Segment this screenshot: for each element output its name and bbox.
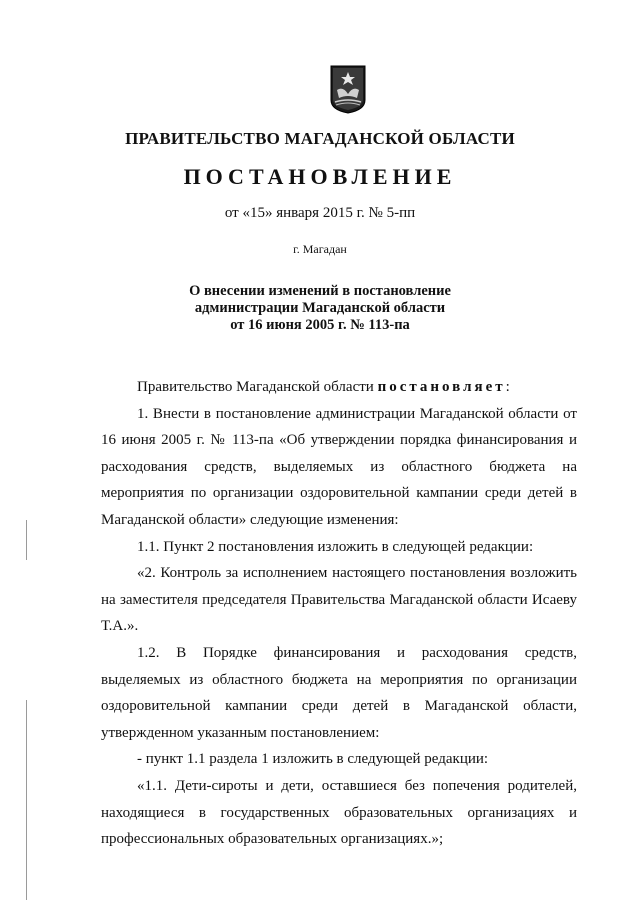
document-city: г. Магадан (293, 242, 347, 256)
document-body (101, 374, 577, 853)
intro-lead: Правительство Магаданской области (137, 379, 378, 395)
body-paragraph: 1.1. Пункт 2 постановления изложить в следующей редакции: (137, 538, 534, 555)
document-type-title: ПОСТАНОВЛЕНИЕ (183, 164, 457, 189)
organization-title: ПРАВИТЕЛЬСТВО МАГАДАНСКОЙ ОБЛАСТИ (125, 129, 515, 148)
subject-line: О внесении изменений в постановление (189, 283, 451, 299)
body-paragraph: «2. Контроль за исполнением настоящего постановления возложить на заместителя председателя Правительства Магаданской области Исаеву Т.А.». (101, 565, 577, 635)
scan-edge-line (26, 520, 27, 560)
scan-edge-line (26, 700, 27, 900)
intro-paragraph (101, 374, 577, 401)
body-paragraph: 1.2. В Порядке финансирования и расходования средств, выделяемых из областного бюджета на мероприятия по организации оздоровительной кампании среди детей в Магаданской области, утвержденном указанным постановлением: (101, 644, 577, 741)
document-subject (0, 283, 640, 334)
body-paragraph: 1. Внести в постановление администрации Магаданской области от 16 июня 2005 г. № 113-па «Об утверждении порядка финансирования и расходования средств, выделяемых из областного бюджета на мероприятия по организации оздоровительной кампании среди детей в Магаданской области» следующие изменения: (101, 405, 577, 528)
subject-line: от 16 июня 2005 г. № 113-па (230, 317, 410, 333)
intro-tail: : (505, 379, 510, 395)
body-paragraph: «1.1. Дети-сироты и дети, оставшиеся без попечения родителей, находящиеся в государственных образовательных организациях и профессиональных образовательных организациях.»; (101, 777, 577, 848)
body-paragraph: - пункт 1.1 раздела 1 изложить в следующей редакции: (137, 751, 489, 768)
document-date-number: от «15» января 2015 г. № 5-пп (224, 205, 416, 221)
subject-line: администрации Магаданской области (194, 300, 446, 316)
intro-keyword: постановляет (377, 379, 506, 395)
coat-of-arms-icon (329, 64, 367, 114)
